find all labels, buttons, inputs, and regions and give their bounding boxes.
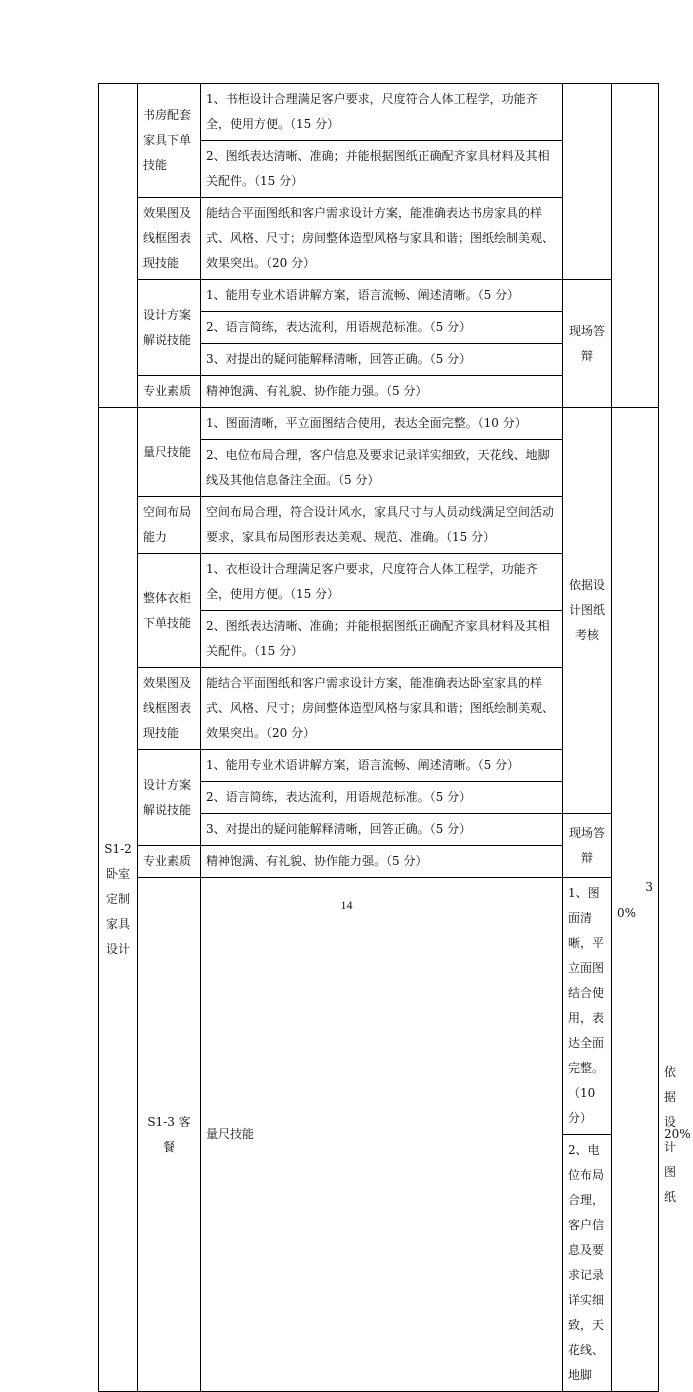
- subskill-name: 设计方案解说技能: [138, 280, 201, 376]
- subskill-name: 空间布局能力: [138, 497, 201, 554]
- criterion-text: 1、能用专业术语讲解方案，语言流畅、阐述清晰。（5 分）: [201, 280, 563, 312]
- criterion-text: 2、电位布局合理，客户信息及要求记录详实细致，天花线、地脚线及其他信息备注全面。（5 分）: [201, 440, 563, 497]
- criterion-text: 2、图纸表达清晰、准确；并能根据图纸正确配齐家具材料及其相关配件。（15 分）: [201, 141, 563, 198]
- criterion-text: 2、电位布局合理，客户信息及要求记录详实细致，天花线、地脚: [563, 1135, 612, 1392]
- criterion-text: 1、衣柜设计合理满足客户要求，尺度符合人体工程学，功能齐全，使用方便。（15 分）: [201, 554, 563, 611]
- criterion-text: 精神饱满、有礼貌、协作能力强。（5 分）: [201, 846, 563, 878]
- subskill-name: 量尺技能: [138, 408, 201, 497]
- criterion-text: 1、图面清晰，平立面图结合使用，表达全面完整。（10 分）: [563, 878, 612, 1135]
- page-number: 14: [340, 898, 353, 912]
- criterion-text: 精神饱满、有礼貌、协作能力强。（5 分）: [201, 376, 563, 408]
- criterion-text: 2、语言简练，表达流利，用语规范标准。（5 分）: [201, 312, 563, 344]
- subskill-name: 专业素质: [138, 376, 201, 408]
- method-cell-empty: [563, 84, 612, 280]
- criterion-text: 2、语言简练，表达流利，用语规范标准。（5 分）: [201, 782, 563, 814]
- assessment-table-full: [98, 83, 691, 1392]
- subskill-name: 效果图及线框图表现技能: [138, 668, 201, 750]
- module-code-cell: S1-3 客餐: [138, 878, 201, 1392]
- module-code-cell: [99, 84, 138, 408]
- criterion-text: 3、对提出的疑问能解释清晰，回答正确。（5 分）: [201, 814, 563, 846]
- criterion-text: 1、能用专业术语讲解方案，语言流畅、阐述清晰。（5 分）: [201, 750, 563, 782]
- criterion-text: 3、对提出的疑问能解释清晰，回答正确。（5 分）: [201, 344, 563, 376]
- weight-part-a: 3: [645, 879, 653, 894]
- criterion-text: 2、图纸表达清晰、准确；并能根据图纸正确配齐家具材料及其相关配件。（15 分）: [201, 611, 563, 668]
- table-row: [99, 280, 659, 312]
- subskill-name: 设计方案解说技能: [138, 750, 201, 846]
- criterion-text: 1、书柜设计合理满足客户要求，尺度符合人体工程学，功能齐全，使用方便。（15 分）: [201, 84, 563, 141]
- weight-part-b: 0%: [617, 905, 637, 920]
- table-row: [99, 84, 659, 141]
- subskill-name: 书房配套家具下单技能: [138, 84, 201, 198]
- subskill-name: 量尺技能: [201, 878, 563, 1392]
- module-code-cell: S1-2 卧室定制家具设计: [99, 408, 138, 1392]
- table-row: [99, 408, 659, 440]
- criterion-text: 能结合平面图纸和客户需求设计方案，能准确表达书房家具的样式、风格、尺寸；房间整体造型风格与家具和谐；图纸绘制美观、效果突出。（20 分）: [201, 198, 563, 280]
- subskill-name: 效果图及线框图表现技能: [138, 198, 201, 280]
- subskill-name: 整体衣柜下单技能: [138, 554, 201, 668]
- criterion-text: 1、图面清晰，平立面图结合使用，表达全面完整。（10 分）: [201, 408, 563, 440]
- criterion-text: 空间布局合理，符合设计风水，家具尺寸与人员动线满足空间活动要求，家具布局图形表达美观、规范、准确。（15 分）: [201, 497, 563, 554]
- method-drawing: 依据设计图纸考核: [563, 408, 612, 814]
- criterion-text: 能结合平面图纸和客户需求设计方案，能准确表达卧室家具的样式、风格、尺寸；房间整体造型风格与家具和谐；图纸绘制美观、效果突出。（20 分）: [201, 668, 563, 750]
- method-oral: 现场答辩: [563, 280, 612, 408]
- subskill-name: 专业素质: [138, 846, 201, 878]
- table-row: S1-3 客餐 量尺技能 1、图面清晰，平立面图结合使用，表达全面完整。（10 分） 依据设计图纸 20%: [99, 878, 659, 1135]
- weight-cell-empty: [612, 84, 659, 408]
- method-oral: 现场答辩: [563, 814, 612, 878]
